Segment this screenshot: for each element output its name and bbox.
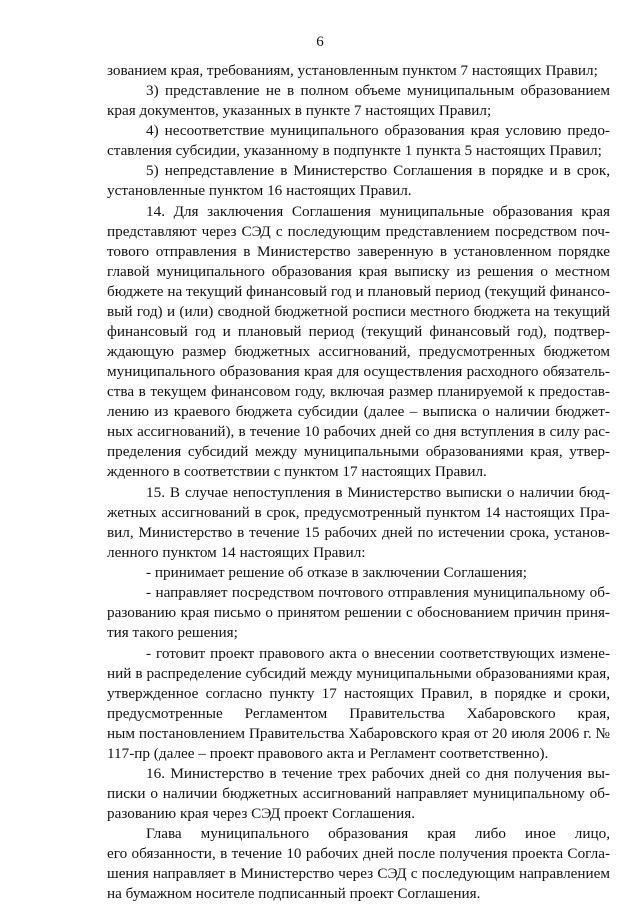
text-line: разованию края через СЭД проект Соглашения.	[107, 805, 416, 822]
text-line: 15. В случае непоступления в Министерство выписки о наличии бюд-	[146, 484, 610, 501]
text-line: представляют через СЭД с последующим представлением посредством поч-	[107, 223, 610, 240]
text-line: ленного пунктом 14 настоящих Правил:	[107, 544, 366, 561]
text-line: шения направляет в Министерство через СЭД с последующим направлением	[107, 865, 610, 882]
text-line: финансовый год и плановый период (текущий финансовый год), подтвер-	[107, 323, 610, 340]
text-line: вый год) и (или) сводной бюджетной росписи местного бюджета на текущий	[107, 303, 610, 320]
text-line: ний в распределение субсидий между муниципальными образованиями края,	[107, 665, 610, 682]
text-line: края документов, указанных в пункте 7 настоящих Правил;	[107, 102, 492, 119]
text-line: утвержденное согласно пункту 17 настоящих Правил, в порядке и сроки,	[107, 685, 610, 702]
text-line: 5) непредставление в Министерство Соглашения в порядке и в срок,	[146, 162, 610, 179]
text-line: - направляет посредством почтового отправления муниципальному об-	[146, 584, 610, 601]
text-line: писки о наличии бюджетных ассигнований направляет муниципальному об-	[107, 785, 610, 802]
text-line: зованием края, требованиям, установленным пунктом 7 настоящих Правил;	[107, 62, 598, 79]
text-line: тия такого решения;	[107, 624, 238, 641]
text-line: 14. Для заключения Соглашения муниципальные образования края	[146, 203, 610, 220]
text-line: ства в текущем финансовом году, включая размер планируемой к предостав-	[107, 383, 610, 400]
text-line: установленные пунктом 16 настоящих Правил.	[107, 182, 412, 199]
page-number: 6	[316, 34, 324, 50]
text-line: Глава муниципального образования края либо иное лицо,	[146, 825, 610, 842]
text-line: разованию края письмо о принятом решении с обоснованием причин приня-	[107, 604, 610, 621]
text-line: предусмотренные Регламентом Правительства Хабаровского края,	[107, 705, 610, 722]
text-line: вил, Министерство в течение 15 рабочих дней по истечении срока, установ-	[107, 524, 610, 541]
text-line: муниципального образования края для осуществления расходного обязатель-	[107, 363, 610, 380]
text-line: ным постановлением Правительства Хабаровского края от 20 июля 2006 г. №	[107, 725, 610, 742]
text-line: его обязанности, в течение 10 рабочих дней после получения проекта Согла-	[107, 845, 610, 862]
text-line: 3) представление не в полном объеме муниципальным образованием	[146, 82, 610, 99]
text-line: - готовит проект правового акта о внесении соответствующих измене-	[146, 645, 610, 662]
text-line: жетных ассигнований в срок, предусмотренный пунктом 14 настоящих Пра-	[107, 504, 610, 521]
text-line: ставления субсидии, указанному в подпункте 1 пункта 5 настоящих Правил;	[107, 142, 602, 159]
text-line: ждающую размер бюджетных ассигнований, предусмотренных бюджетом	[107, 343, 610, 360]
text-line: жденного в соответствии с пунктом 17 настоящих Правил.	[107, 463, 487, 480]
text-line: 117-пр (далее – проект правового акта и Регламент соответственно).	[107, 745, 549, 762]
text-line: главой муниципального образования края выписку из решения о местном	[107, 263, 610, 280]
text-line: тового отправления в Министерство заверенную в установленном порядке	[107, 243, 610, 260]
text-line: лению из краевого бюджета субсидии (далее – выписка о наличии бюджет-	[107, 403, 610, 420]
text-line: 16. Министерство в течение трех рабочих дней со дня получения вы-	[146, 765, 610, 782]
text-line: - принимает решение об отказе в заключении Соглашения;	[146, 564, 527, 581]
text-line: 4) несоответствие муниципального образования края условию предо-	[146, 122, 610, 139]
text-line: пределения субсидий между муниципальными образованиями края, утвер-	[107, 443, 610, 460]
text-line: бюджете на текущий финансовый год и плановый период (текущий финансо-	[107, 283, 610, 300]
text-line: на бумажном носителе подписанный проект Соглашения.	[107, 885, 481, 902]
text-line: ных ассигнований), в течение 10 рабочих дней со дня вступления в силу рас-	[107, 423, 610, 440]
